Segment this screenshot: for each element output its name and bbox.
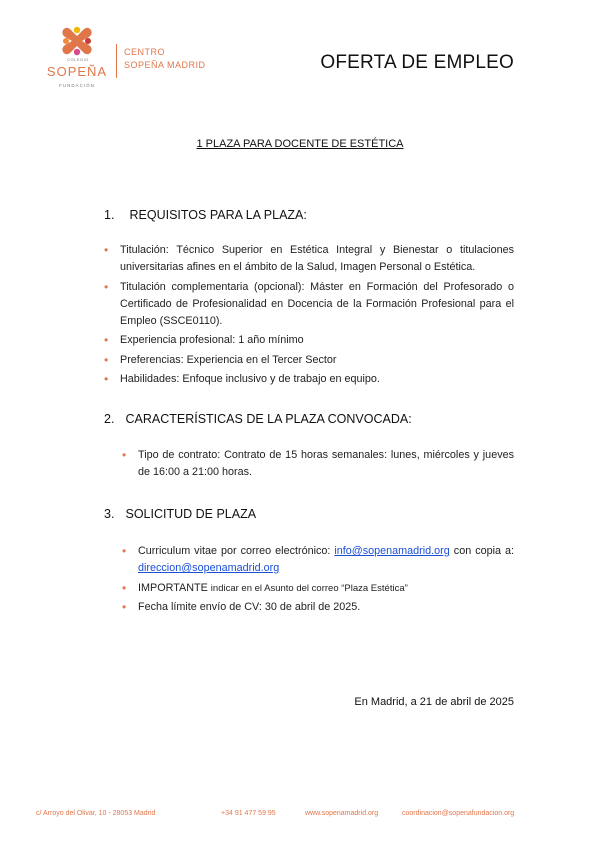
cv-text: Curriculum vitae por correo electrónico: bbox=[138, 545, 331, 557]
solicitud-list bbox=[122, 543, 514, 619]
section-requisitos-heading bbox=[104, 208, 307, 222]
section-title: CARACTERÍSTICAS DE LA PLAZA CONVOCADA: bbox=[125, 412, 412, 426]
important-label: IMPORTANTE bbox=[138, 581, 208, 594]
center-name-line2: SOPEÑA MADRID bbox=[124, 60, 206, 70]
logo-colegio-text: COLEGIO bbox=[67, 57, 89, 62]
direccion-email-link[interactable]: direccion@sopenamadrid.org bbox=[138, 562, 280, 574]
footer-email-link[interactable]: coordinacion@sopenafundacion.org bbox=[402, 810, 515, 817]
cv-copy-text: con copia a: bbox=[453, 545, 515, 557]
list-item bbox=[122, 580, 514, 597]
job-subtitle: 1 PLAZA PARA DOCENTE DE ESTÉTICA bbox=[196, 138, 404, 150]
section-caracteristicas-heading bbox=[104, 412, 412, 426]
logo-divider bbox=[116, 44, 117, 78]
list-item: • Experiencia profesional: 1 año mínimo bbox=[104, 332, 514, 349]
section-number: 2. bbox=[104, 412, 115, 426]
footer-website-link[interactable]: www.sopenamadrid.org bbox=[305, 810, 379, 817]
caracteristicas-list bbox=[122, 447, 514, 484]
section-title: SOLICITUD DE PLAZA bbox=[125, 507, 257, 521]
list-item: • Titulación complementaria (opcional): Máster en Formación del Profesorado o Certificado de Profesionalidad en Docencia de la Formación Profesional para el Empleo (SSCE0110). bbox=[104, 279, 514, 330]
center-name bbox=[124, 46, 206, 72]
footer-phone: +34 91 477 59 95 bbox=[221, 810, 276, 817]
list-item: • Titulación: Técnico Superior en Estética Integral y Bienestar o titulaciones universitarias afines en el ámbito de la Salud, Imagen Personal o Estética. bbox=[104, 242, 514, 276]
logo-name: SOPEÑA bbox=[46, 64, 108, 79]
list-item: • Habilidades: Enfoque inclusivo y de trabajo en equipo. bbox=[104, 371, 514, 388]
sopena-logo-icon bbox=[60, 24, 94, 58]
info-email-link[interactable]: info@sopenamadrid.org bbox=[334, 545, 450, 557]
important-text: indicar en el Asunto del correo “Plaza Estética” bbox=[210, 582, 408, 594]
requisitos-list bbox=[104, 242, 514, 391]
section-title: REQUISITOS PARA LA PLAZA: bbox=[129, 208, 307, 222]
list-item: • Tipo de contrato: Contrato de 15 horas semanales: lunes, miércoles y jueves de 16:00 a 21:00 horas. bbox=[122, 447, 514, 481]
list-item: • Fecha límite envío de CV: 30 de abril de 2025. bbox=[122, 599, 514, 616]
section-number: 3. bbox=[104, 507, 115, 521]
date-line: En Madrid, a 21 de abril de 2025 bbox=[354, 696, 514, 708]
section-number: 1. bbox=[104, 208, 115, 222]
page-title: OFERTA DE EMPLEO bbox=[320, 52, 514, 73]
list-item: • Preferencias: Experiencia en el Tercer Sector bbox=[104, 352, 514, 369]
list-item bbox=[122, 543, 514, 577]
logo-fundacion-text: FUNDACIÓN bbox=[59, 83, 95, 88]
center-name-line1: CENTRO bbox=[124, 47, 165, 57]
footer-address: c/ Arroyo del Olivar, 10 - 28053 Madrid bbox=[36, 810, 156, 817]
section-solicitud-heading bbox=[104, 507, 256, 521]
